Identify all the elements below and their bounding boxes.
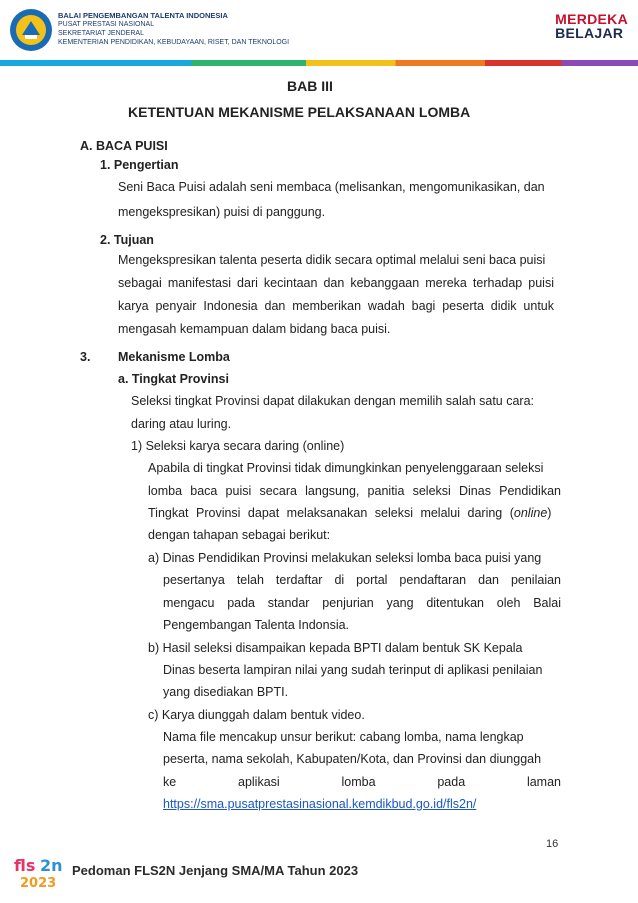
tujuan-line-4: mengasah kemampuan dalam bidang baca puisi. — [118, 322, 391, 336]
item-a-line-1: a) Dinas Pendidikan Provinsi melakukan seleksi lomba baca puisi yang — [148, 551, 542, 565]
institution-line-1: BALAI PENGEMBANGAN TALENTA INDONESIA — [58, 11, 228, 20]
tujuan-line-2: sebagai manifestasi dari kecintaan dan kebanggaan mereka terhadap puisi — [118, 276, 554, 290]
color-stripe — [0, 60, 638, 66]
fls2n-link[interactable]: https://sma.pusatprestasinasional.kemdikbud.go.id/fls2n/ — [163, 797, 477, 811]
seleksi-line-1: Apabila di tingkat Provinsi tidak dimungkinkan penyelenggaraan seleksi — [148, 461, 544, 475]
svg-text:fls: fls — [14, 856, 36, 875]
merdeka-text: MERDEKA — [555, 11, 628, 27]
chapter-heading: BAB III — [287, 78, 333, 94]
page-footer — [0, 845, 638, 903]
fls2n-logo-icon — [12, 853, 64, 893]
item-a-line-3: mengacu pada standar penjurian yang ditentukan oleh Balai — [163, 596, 561, 610]
page-header — [0, 0, 638, 68]
item-c-line-2: Nama file mencakup unsur berikut: cabang lomba, nama lengkap — [163, 730, 524, 744]
subsection-3-heading: Mekanisme Lomba — [118, 350, 230, 364]
seleksi-line-4: dengan tahapan sebagai berikut: — [148, 528, 331, 542]
institution-line-4: KEMENTERIAN PENDIDIKAN, KEBUDAYAAN, RISET, DAN TEKNOLOGI — [58, 39, 290, 46]
item-b-line-2: Dinas beserta lampiran nilai yang sudah terinput di aplikasi penilaian — [163, 663, 543, 677]
tujuan-line-1: Mengekspresikan talenta peserta didik secara optimal melalui seni baca puisi — [118, 253, 546, 267]
provinsi-line-1: Seleksi tingkat Provinsi dapat dilakukan dengan memilih salah satu cara: — [131, 394, 535, 408]
svg-text:2023: 2023 — [20, 876, 57, 891]
pengertian-line-2: mengekspresikan) puisi di panggung. — [118, 205, 326, 219]
svg-text:2n: 2n — [40, 856, 63, 875]
subsection-3-number: 3. — [80, 350, 91, 364]
belajar-text: BELAJAR — [555, 25, 624, 41]
footer-title: Pedoman FLS2N Jenjang SMA/MA Tahun 2023 — [72, 863, 359, 878]
institution-block — [58, 11, 289, 47]
provinsi-line-2: daring atau luring. — [131, 417, 232, 431]
institution-line-3: SEKRETARIAT JENDERAL — [58, 30, 144, 37]
item-c-line-3: peserta, nama sekolah, Kabupaten/Kota, dan Provinsi dan diunggah — [163, 752, 542, 766]
seleksi-daring-heading: 1) Seleksi karya secara daring (online) — [131, 439, 345, 453]
seleksi-line-2: lomba baca puisi secara langsung, panitia seleksi Dinas Pendidikan — [148, 484, 561, 498]
item-b-line-3: yang disediakan BPTI. — [163, 685, 289, 699]
chapter-title: KETENTUAN MEKANISME PELAKSANAAN LOMBA — [128, 104, 471, 120]
online-italic-word: online — [513, 506, 548, 520]
item-a-line-2: pesertanya telah terdaftar di portal pendaftaran dan penilaian — [163, 573, 561, 587]
seleksi-line-3-close: ) — [547, 506, 552, 520]
subsection-2-heading: 2. Tujuan — [100, 233, 154, 247]
item-a-line-4: Pengembangan Talenta Indonsia. — [163, 618, 350, 632]
page-number: 16 — [546, 838, 559, 850]
seleksi-line-3 — [148, 506, 551, 520]
section-a-heading: A. BACA PUISI — [80, 139, 168, 153]
tujuan-line-3: karya penyair Indonesia dan memberikan wadah bagi peserta didik untuk — [118, 299, 554, 313]
tingkat-provinsi-heading: a. Tingkat Provinsi — [118, 372, 229, 386]
item-c-line-1: c) Karya diunggah dalam bentuk video. — [148, 708, 365, 722]
merdeka-belajar-logo — [555, 12, 628, 40]
institution-line-2: PUSAT PRESTASI NASIONAL — [58, 21, 155, 28]
kemdikbud-logo-icon — [8, 7, 54, 53]
pengertian-line-1: Seni Baca Puisi adalah seni membaca (melisankan, mengomunikasikan, dan — [118, 180, 545, 194]
item-c-line-4: ke aplikasi lomba pada laman — [163, 775, 561, 789]
subsection-1-heading: 1. Pengertian — [100, 158, 179, 172]
item-b-line-1: b) Hasil seleksi disampaikan kepada BPTI dalam bentuk SK Kepala — [148, 641, 523, 655]
seleksi-line-3-text: Tingkat Provinsi dapat melaksanakan seleksi melalui daring ( — [148, 506, 514, 520]
